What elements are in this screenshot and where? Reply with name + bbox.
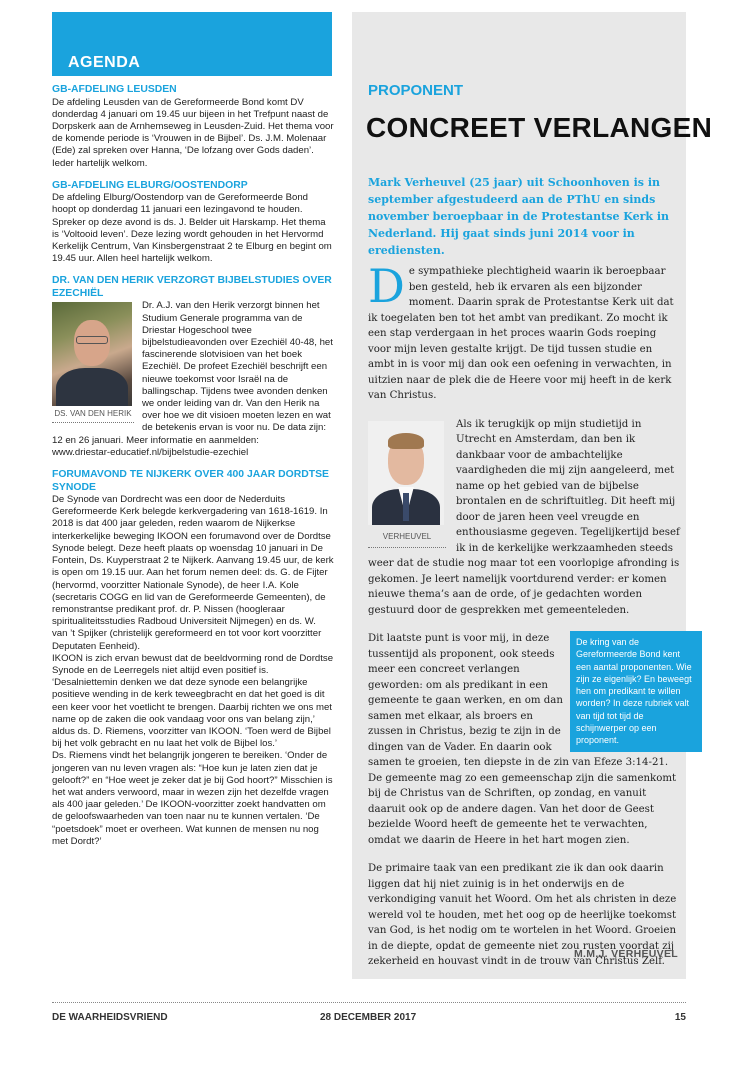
article-signature: M.M.J. VERHEUVEL	[574, 948, 678, 960]
footer-date: 28 DECEMBER 2017	[320, 1012, 417, 1023]
footer-rule	[52, 1002, 686, 1003]
agenda-title: AGENDA	[68, 54, 141, 71]
nijkerk-paragraph-1: De Synode van Dordrecht was een door de Nederduits Gereformeerde Kerk belegde kerkvergadering van 1618-1619. In 2018 is dat 400 jaar geleden, reden waarom de Nijkerkse interkerkelijke beweging IKOON een forumavond over de Dordtse Synode belegt. Deze heeft plaats op woensdag 10 januari in De Fontein, Ds. Kuyperstraat 2 te Nijkerk. Aanvang 19.45 uur, de kerk is open om 19.15 uur. Aan het forum nemen deel: ds. G. de Fijter (hervormd, voorzitter Nationale Synode), de heer I.A. Kole (secretaris COGG en lid van de Gereformeerde Gemeenten), de remonstrantse predikant prof. dr. P. Nissen (hoogleraar spiritualiteitsstudies Radboud Universiteit Nijmegen) en ds. W. van ’t Spijker (christelijk gereformeerd en tot voor kort voorzitter Deputaten Eenheid).	[52, 494, 334, 652]
herik-text: Dr. A.J. van den Herik verzorgt binnen het Studium Generale programma van de Driestar Hogeschool twee bijbelstudieavonden over Ezechiël 40-48, het fascinerende slotvisioen van het boek Ezechiël. De profeet Ezechiël beschrijft een nieuwe toekomst voor Israël na de ballingschap. Tijdens twee avonden denken we onder leiding van dr. Van den Herik na over hoe we dit visioen moeten lezen en wat de betekenis ervan is voor nu. De data zijn: 12 en 26 januari. Meer informatie en aanmelden:	[52, 300, 333, 446]
verheuvel-photo-caption: VERHEUVEL	[368, 525, 446, 549]
agenda-header-bar	[52, 12, 332, 76]
verheuvel-photo-box	[368, 421, 446, 549]
herik-heading: DR. VAN DEN HERIK VERZORGT BIJBELSTUDIES OVER EZECHIËL	[52, 275, 332, 299]
article-kicker: PROPONENT	[368, 82, 464, 99]
leusden-text: De afdeling Leusden van de Gereformeerde Bond komt DV donderdag 4 januari om 19.45 uur bijeen in het Trefpunt naast de Dorpskerk aan de Arnhemseweg in Leusden-Zuid. Het thema voor de komende periode is ‘Vrouwen in de Bijbel’. Ds. J.M. Molenaar (Ede) zal spreken over Hanna, ‘De lofzang over Gods daden’. Ieder hartelijk welkom.	[52, 96, 334, 169]
dropcap: D	[368, 259, 405, 313]
article-paragraph-2: VERHEUVEL Als ik terugkijk op mijn studietijd in Utrecht en Amsterdam, dan ben ik dankbaar voor de ambachtelijke vaardigheden die mij zijn aangeleerd, met name op het gebied van de bijbelse brontalen en de schriftuitleg. Dit heeft mij door de jaren heen veel vreugde en enthousiasme gegeven. Tegelijkertijd besef ik in de kerkelijke werkzaamheden steeds weer dat de studie nog maar tot een voorlopige afronding is gekomen. Je leert namelijk voortdurend verder: er komen nieuwe thema’s aan de orde, of je gedachten worden gestuurd door de gesprekken met gemeenteleden.	[368, 418, 680, 616]
article-body	[368, 259, 692, 983]
agenda-column	[52, 84, 334, 858]
article-paragraph-3: De kring van de Gereformeerde Bond kent een aantal proponenten. Wie zijn ze eigenlijk? En beweegt hen om predikant te willen worden? In deze rubriek valt van tijd tot tijd de schijnwerper op een proponent. Dit laatste punt is voor mij, in deze tussentijd als proponent, ook steeds meer een concreet verlangen geworden: om als predikant in een gemeente te gaan werken, en om dan samen met elkaar, als broers en zussen in Christus, bezig te zijn in de dingen van de Vader. En daarin ook samen te groeien, ten diepste in de zin van Efeze 3:14-21. De gemeente mag zo een gemeenschap zijn die samenkomt bij de Christus van de Schriften, op zondag, en vanuit daaruit ook op de andere dagen. Van het door de Geest bezielde Woord heeft de gemeente het te verwachten, omdat we daarin de Heere in het hart mogen zien.	[368, 631, 680, 848]
agenda-item-elburg	[52, 180, 334, 266]
article-title: CONCREET VERLANGEN	[366, 112, 713, 143]
article-paragraph-4: De primaire taak van een predikant zie ik dan ook daarin liggen dat hij niet zuinig is in het onderwijs en de verkondiging vanuit het Woord. Om het als christen in deze wereld vol te houden, met het oog op de heerlijke toekomst van God, is het nodig om te wortelen in het Woord. Groeien in de diepte, opdat de gemeente niet zou rusten voordat zij zekerheid en houvast vindt in de trouw van Christus Zelf.	[368, 863, 677, 967]
nijkerk-paragraph-2: IKOON is zich ervan bewust dat de beeldvorming rond de Dordtse Synode en de Leerregels niet altijd even positief is. ‘Desalniettemin denken we dat deze synode een belangrijke positieve wending in de kerk teweegbracht en dat het goed is dit een keer voor het voetlicht te brengen. Daarbij richten we ons met name op de zaken die ook vandaag voor ons van belang zijn,’ aldus ds. D. Riemens, voorzitter van IKOON. ‘Toen werd de Bijbel bij het volk gebracht en nu laat het volk de Bijbel los.’	[52, 652, 334, 750]
agenda-item-nijkerk	[52, 469, 334, 848]
footer-page-number: 15	[674, 1012, 686, 1023]
nijkerk-heading: FORUMAVOND TE NIJKERK OVER 400 JAAR DORDTSE SYNODE	[52, 469, 329, 493]
herik-photo	[52, 302, 132, 406]
leusden-heading: GB-AFDELING LEUSDEN	[52, 84, 177, 95]
herik-photo-caption: DS. VAN DEN HERIK	[52, 406, 134, 423]
herik-photo-box	[52, 302, 134, 423]
footer-publication: DE WAARHEIDSVRIEND	[52, 1012, 168, 1023]
herik-url[interactable]: www.driestar-educatief.nl/bijbelstudie-ezechiel	[52, 446, 249, 458]
agenda-item-herik	[52, 275, 334, 459]
article-intro: Mark Verheuvel (25 jaar) uit Schoonhoven is in september afgestudeerd aan de PThU en sinds november beroepbaar in de Protestantse Kerk in Nederland. Hij gaat sinds juni 2014 voor in erediensten.	[368, 176, 670, 257]
elburg-heading: GB-AFDELING ELBURG/OOSTENDORP	[52, 179, 248, 191]
info-box: De kring van de Gereformeerde Bond kent een aantal proponenten. Wie zijn ze eigenlijk? En beweegt hen om predikant te willen worden? In deze rubriek valt van tijd tot tijd de schijnwerper op een proponent.	[570, 631, 702, 752]
verheuvel-photo	[368, 421, 444, 525]
article-paragraph-1: De sympathieke plechtigheid waarin ik beroepbaar ben gesteld, heb ik ervaren als een bijzonder moment. Daarin sprak de Protestantse Kerk uit dat ik toegelaten ben tot het ambt van predikant. Zo mocht ik een stap verdergaan in het proces waarin Gods roeping voor mijn leven gestalte krijgt. De tijd tussen studie en ambt in is voor mij dan ook een oefening in verwachten, in uitzien naar de plek die de Heere voor mij heeft in de kerk van Christus.	[368, 259, 674, 401]
nijkerk-paragraph-3: Ds. Riemens vindt het belangrijk jongeren te bereiken. ‘Onder de jongeren van nu leven vragen als: “Hoe kun je laten zien dat je gelooft?” en “Hoe weet je zeker dat je bij God hoort?” Misschien is het wat anders verwoord, maar in wezen zijn het dezelfde vragen als 400 jaar geleden.’ De IKOON-voorzitter zoekt handvatten om de geloofswaarheden van toen naar nu te kunnen vertalen. ‘De “poetsdoek” moet er overheen. Wat kunnen de mensen nu nog met Dordt?’	[52, 750, 333, 847]
agenda-item-leusden	[52, 84, 334, 170]
elburg-text: De afdeling Elburg/Oostendorp van de Gereformeerde Bond hoopt op donderdag 11 januari een lezingavond te houden. Spreker op deze avond is ds. J. Belder uit Harskamp. Het thema is ‘Voltooid leven’. Deze lezing wordt gehouden in het Hervormd Kerkelijk Centrum, Van Kinsbergenstraat 2 te Elburg en begint om 19.45 uur. Allen heel hartelijk welkom.	[52, 192, 332, 265]
